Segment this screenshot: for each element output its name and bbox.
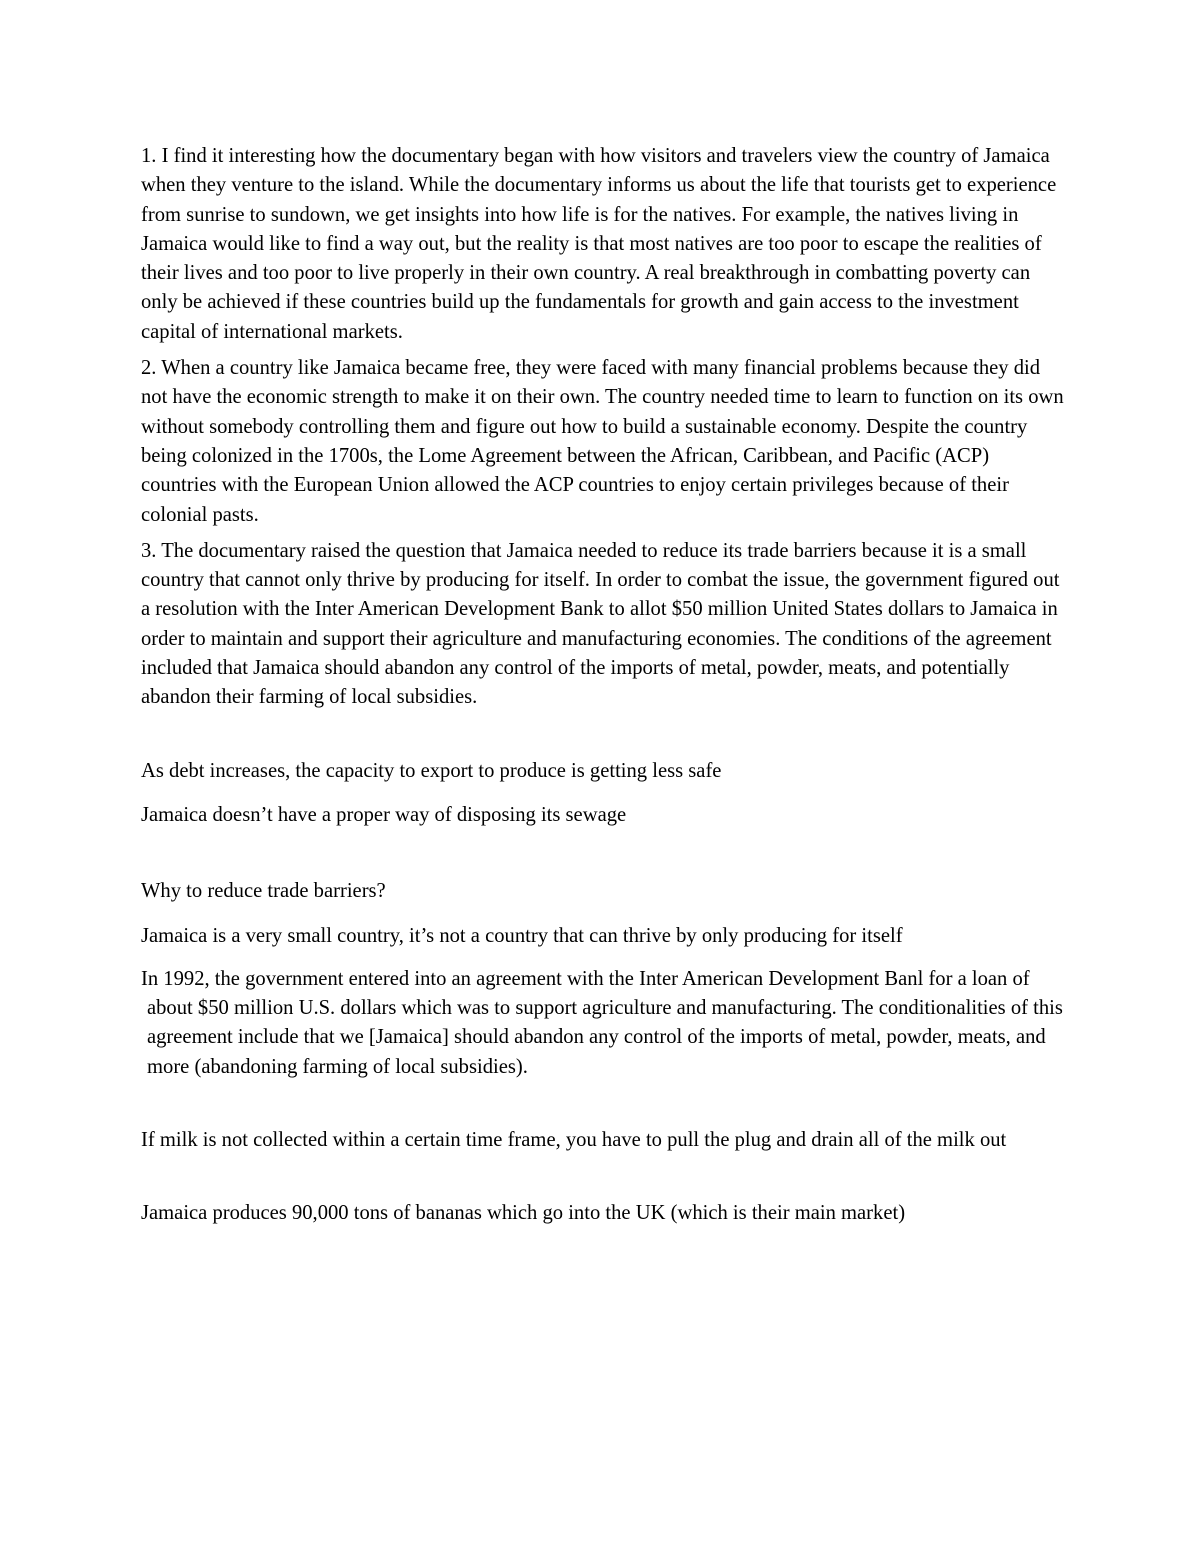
paragraph-2: 2. When a country like Jamaica became free, they were faced with many financial problems because they did not have the economic strength to make it on their own. The country needed time to learn to function on its own without somebody controlling them and figure out how to build a sustainable economy. Despite the country being colonized in the 1700s, the Lome Agreement between the African, Caribbean, and Pacific (ACP) countries with the European Union allowed the ACP countries to enjoy certain privileges because of their colonial pasts. <box>141 357 1064 526</box>
note-sewage: Jamaica doesn’t have a proper way of disposing its sewage <box>141 803 627 826</box>
paragraph-3: 3. The documentary raised the question that Jamaica needed to reduce its trade barriers because it is a small country that cannot only thrive by producing for itself. In order to combat the issue, the government figured out a resolution with the Inter American Development Bank to allot $50 million United States dollars to Jamaica in order to maintain and support their agriculture and manufacturing economies. The conditions of the agreement included that Jamaica should abandon any control of the imports of metal, powder, meats, and potentially abandon their farming of local subsidies. <box>141 539 1060 709</box>
note-1992-loan: In 1992, the government entered into an agreement with the Inter American Development Banl for a loan of about $50 million U.S. dollars which was to support agriculture and manufacturing. The conditionalities of this agreement include that we [Jamaica] should abandon any control of the imports of metal, powder, meats, and more (abandoning farming of local subsidies). <box>141 967 1063 1078</box>
document-body <box>141 142 1066 1229</box>
note-bananas: Jamaica produces 90,000 tons of bananas which go into the UK (which is their main market) <box>141 1202 906 1225</box>
note-trade-barriers-question: Why to reduce trade barriers? <box>141 880 386 903</box>
note-small-country: Jamaica is a very small country, it’s not a country that can thrive by only producing for itself <box>141 924 903 947</box>
note-milk: If milk is not collected within a certain time frame, you have to pull the plug and drain all of the milk out <box>141 1129 1007 1152</box>
note-debt: As debt increases, the capacity to export to produce is getting less safe <box>141 759 722 782</box>
paragraph-1: 1. I find it interesting how the documentary began with how visitors and travelers view the country of Jamaica when they venture to the island. While the documentary informs us about the life that tourists get to experience from sunrise to sundown, we get insights into how life is for the natives. For example, the natives living in Jamaica would like to find a way out, but the reality is that most natives are too poor to escape the realities of their lives and too poor to live properly in their own country. A real breakthrough in combatting poverty can only be achieved if these countries build up the fundamentals for growth and gain access to the investment capital of international markets. <box>141 145 1057 343</box>
